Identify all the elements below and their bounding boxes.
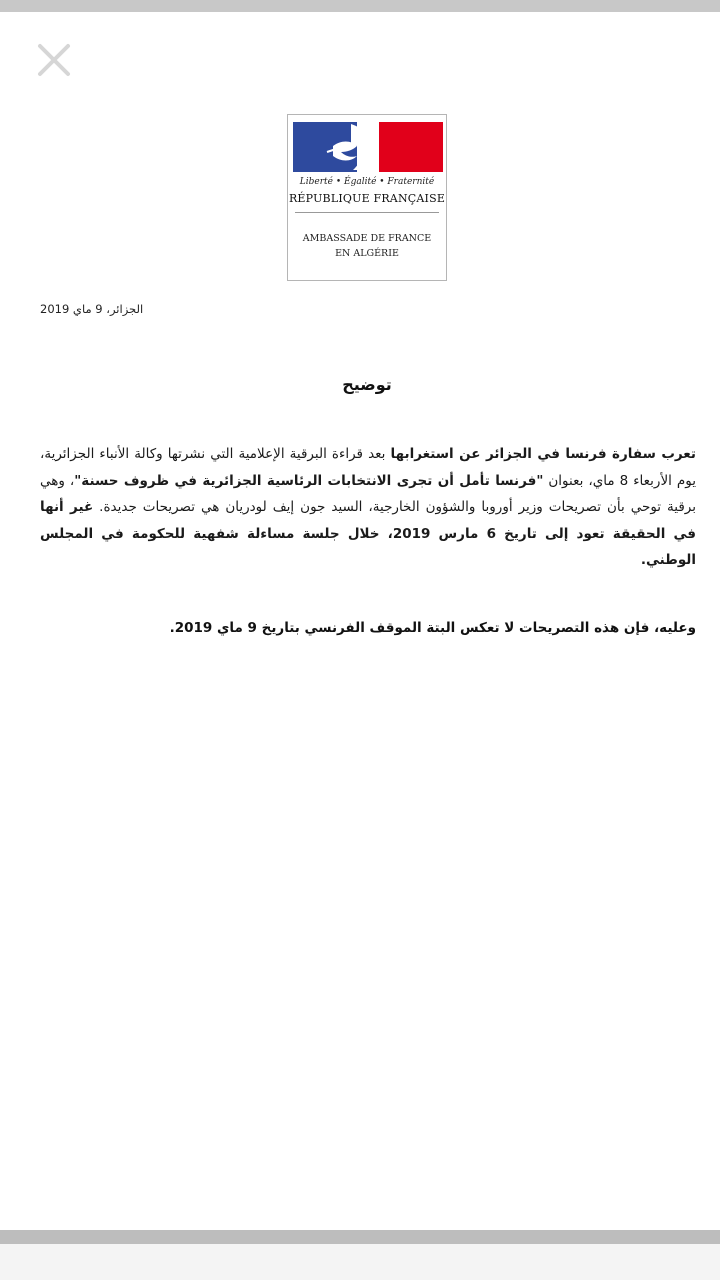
- embassy-line-1: AMBASSADE DE FRANCE: [302, 233, 432, 244]
- document-title: توضيح: [342, 375, 392, 394]
- close-button[interactable]: [34, 42, 74, 78]
- republic-name: RÉPUBLIQUE FRANÇAISE: [288, 192, 446, 205]
- body-segment: تعرب سفارة فرنسا في الجزائر عن استغرابها: [390, 446, 696, 462]
- document-body: [40, 441, 696, 574]
- embassy-letterhead-logo: [287, 114, 447, 281]
- body-segment: "فرنسا تأمل أن تجرى الانتخابات الرئاسية الجزائرية في ظروف حسنة": [74, 472, 544, 489]
- document-date: الجزائر، 9 ماي 2019: [40, 302, 144, 316]
- body-segment: غير أنها في الحقيقة تعود إلى تاريخ 6 مارس 2019، خلال جلسة مساءلة شفهية للحكومة في المجلس الوطني.: [40, 499, 696, 568]
- document-conclusion: وعليه، فإن هذه التصريحات لا تعكس البتة الموقف الفرنسي بتاريخ 9 ماي 2019.: [169, 620, 696, 636]
- embassy-line-2: EN ALGÉRIE: [335, 248, 399, 259]
- bottom-area: [0, 1244, 720, 1280]
- top-status-bar: [0, 0, 720, 12]
- close-icon: [34, 42, 74, 78]
- logo-divider: [295, 212, 439, 213]
- body-segment: ، وهي برقية توحي بأن تصريحات وزير أوروبا والشؤون الخارجية، السيد جون إيف لودريان هي تصريحات جديدة.: [40, 472, 697, 515]
- embassy-name: [288, 231, 446, 261]
- marianne-logo: [293, 122, 443, 172]
- bottom-bar: [0, 1230, 720, 1244]
- republic-motto: Liberté • Égalité • Fraternité: [299, 177, 435, 187]
- body-segment: بعد قراءة البرقية الإعلامية التي نشرتها وكالة الأنباء الجزائرية، يوم الأربعاء 8 ماي، بعنوان: [40, 446, 696, 489]
